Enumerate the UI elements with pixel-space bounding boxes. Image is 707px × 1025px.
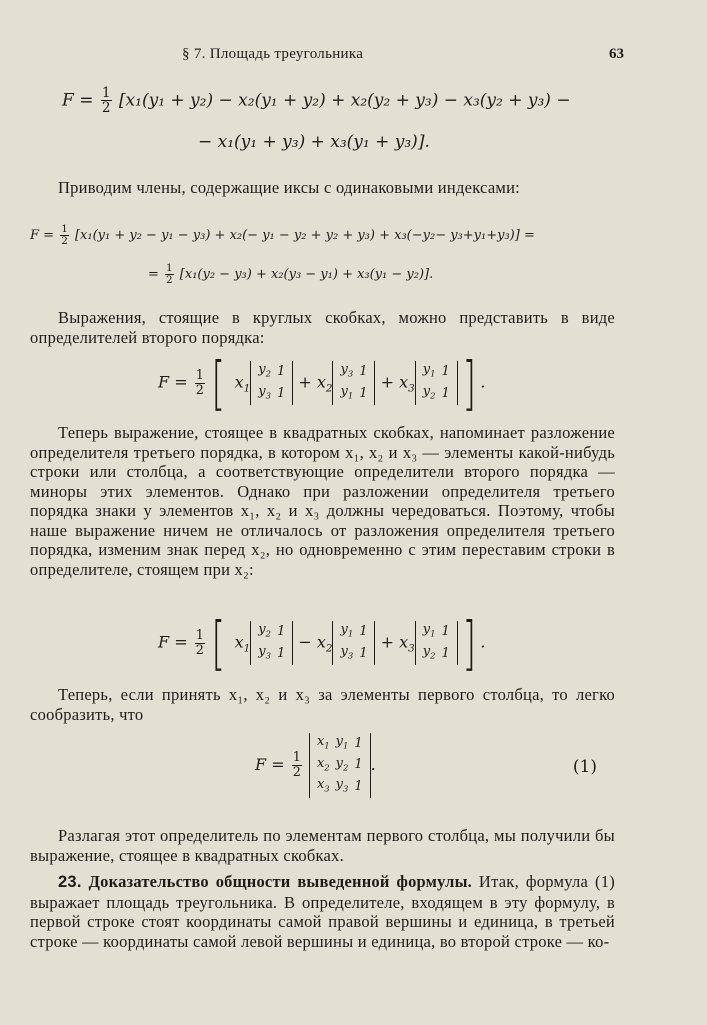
paragraph-5-text: Разлагая этот определитель по элементам первого столбца, мы получили бы выражение, стоящее в квадратных скобках. xyxy=(30,826,615,865)
equation-1-line-2: − x₁(y₁ + y₃) + x₃(y₁ + y₃)]. xyxy=(198,132,430,152)
paragraph-first-column xyxy=(30,685,615,724)
equation-2-line-1-text: [x₁(y₁ + y₂ − y₁ − y₃) + x₂(− y₁ − y₂ + y₂ + y₃) + x₃(−y₂− y₃+y₁+y₃)] = xyxy=(74,227,535,243)
paragraph-3-text: Теперь выражение, стоящее в квадратных скобках, напоминает разложение определителя третьего порядка, в котором x₁, x₂ и x₃ — элементы какой-нибудь строки или столбца, а соответствующие определители второго порядка — миноры этих элементов. Однако при разложении определителя третьего порядка знаки у элементов x₁, x₂ и x₃ должны чередоваться. Поэтому, чтобы наше выражение ничем не отличалось от разложения определителя третьего порядка, изменим знак перед x₂, но одновременно с этим переставим строки в определителе, стоящем при x₂: xyxy=(30,423,615,579)
minor-3: $y_1$ 1 $y_2$ 1 xyxy=(415,361,458,404)
equation-3-determinants: F = $\frac{1}{2}$ [ $x_1$ $y_2$ 1 $y_3$ 1 + $x_2$ $y_3$ 1 $y_1$ 1 + $x_3$ $y_1$ 1 $y_2$ 1 ] . xyxy=(158,349,486,417)
minor-4: $y_2$ 1 $y_3$ 1 xyxy=(250,621,293,664)
equation-2-line-2-text: [x₁(y₂ − y₃) + x₂(y₃ − y₁) + x₃(y₁ − y₂)]. xyxy=(179,266,434,282)
paragraph-4-text: Теперь, если принять x₁, x₂ и x₃ за элементы первого столбца, то легко сообразить, что xyxy=(30,685,615,724)
equation-number: (1) xyxy=(572,757,597,777)
minor-6: $y_1$ 1 $y_2$ 1 xyxy=(415,621,458,664)
section-23-body: Итак, формула (1) выражает площадь треугольника. В определителе, входящем в эту формулу, в первой строке стоят координаты самой правой вершины и единица, в третьей строке — координаты самой левой вершины и единица, во второй строке — ко- xyxy=(30,872,615,951)
equation-2-line-1: F = $\frac{1}{2}$ [x₁(y₁ + y₂ − y₁ − y₃) + x₂(− y₁ − y₂ + y₂ + y₃) + x₃(−y₂− y₃+y₁+y₃)] = xyxy=(30,223,535,247)
paragraph-1-text: Приводим члены, содержащие иксы с одинаковыми индексами: xyxy=(58,178,520,197)
paragraph-determinants-intro xyxy=(30,308,615,347)
equation-2-line-2: = $\frac{1}{2}$ [x₁(y₂ − y₃) + x₂(y₃ − y₁) + x₃(y₁ − y₂)]. xyxy=(148,262,434,286)
section-23-text xyxy=(30,872,615,951)
section-23 xyxy=(30,872,615,951)
section-title: Доказательство общности выведенной формулы. xyxy=(88,872,472,891)
equation-4-sign-changed: F = $\frac{1}{2}$ [ $x_1$ $y_2$ 1 $y_3$ 1 − $x_2$ $y_1$ 1 $y_3$ 1 + $x_3$ $y_1$ 1 $y_2$ 1 ] . xyxy=(158,609,486,677)
determinant-3x3: $x_1$ $y_1$ 1 $x_2$ $y_2$ 1 $x_3$ $y_3$ 1 xyxy=(309,733,371,798)
equation-1-line-1: F = $\frac{1}{2}$ [x₁(y₁ + y₂) − x₂(y₁ + y₂) + x₂(y₂ + y₃) − x₃(y₂ + y₃) − xyxy=(62,85,571,117)
section-number: 23. xyxy=(58,873,82,891)
header-title: § 7. Площадь треугольника xyxy=(182,46,364,62)
minor-1: $y_2$ 1 $y_3$ 1 xyxy=(250,361,293,404)
equation-1-line-1-text: [x₁(y₁ + y₂) − x₂(y₁ + y₂) + x₂(y₂ + y₃) − x₃(y₂ + y₃) − xyxy=(118,90,571,111)
minor-2: $y_3$ 1 $y_1$ 1 xyxy=(332,361,375,404)
page-number: 63 xyxy=(609,46,624,62)
paragraph-collect-terms xyxy=(30,178,615,198)
paragraph-expansion-explanation xyxy=(30,423,615,579)
equation-5-determinant-formula: F = $\frac{1}{2}$ $x_1$ $y_1$ 1 $x_2$ $y_2$ 1 $x_3$ $y_3$ 1 . xyxy=(255,733,376,798)
paragraph-expansion-result xyxy=(30,826,615,865)
minor-5: $y_1$ 1 $y_3$ 1 xyxy=(332,621,375,664)
paragraph-2-text: Выражения, стоящие в круглых скобках, можно представить в виде определителей второго порядка: xyxy=(30,308,615,347)
